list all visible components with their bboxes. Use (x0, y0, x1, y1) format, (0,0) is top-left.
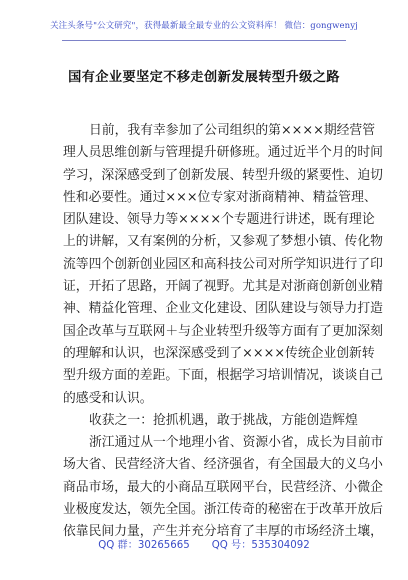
footer-contact (0, 536, 408, 551)
body-line: 场大省、民营经济大省、经济强省，有全国最大的义乌小 (63, 457, 383, 473)
body-line: 神、精益化管理、企业文化建设、团队建设与领导力打造 (63, 301, 383, 317)
body-line: 团队建设、领导力等××××个专题进行讲述，既有理论 (63, 212, 375, 228)
body-line: 型升级方面的差距。下面，根据学习培训情况，谈谈自己 (63, 368, 383, 384)
header-note: 关注头条号"公文研究"，获得最新最全最专业的公文资料库！ 微信：gongwenyj (50, 21, 358, 31)
footer-qq: QQ 号：535304092 (211, 540, 310, 551)
body-line: 的理解和认识，也深深感受到了××××传统企业创新转 (63, 345, 375, 361)
body-line: 浙江通过从一个地理小省、资源小省，成长为目前市 (89, 435, 384, 451)
body-line: 理人员思维创新与管理提升研修班。通过近半个月的时间 (63, 145, 383, 161)
document-body (63, 120, 384, 544)
document-title: 国有企业要坚定不移走创新发展转型升级之路 (68, 70, 340, 85)
body-line: 上的讲解，又有案例的分析，又参观了梦想小镇、传化物 (63, 234, 383, 250)
body-line: 依靠民间力量，产生并充分培育了丰厚的市场经济土壤， (63, 524, 383, 540)
body-line: 的感受和认识。 (63, 390, 153, 406)
body-line: 国企改革与互联网＋与企业转型升级等方面有了更加深刻 (63, 323, 383, 339)
footer-qq-group: QQ 群：30265665 (98, 540, 190, 551)
body-line: 性和必要性。通过×××位专家对浙商精神、精益管理、 (63, 189, 377, 205)
body-line: 业极度发达，领先全国。浙江传奇的秘密在于改革开放后 (63, 502, 383, 518)
body-line: 证，开拓了思路，开阔了视野。尤其是对浙商创新创业精 (63, 279, 383, 295)
body-line: 商品市场，最大的小商品互联网平台，民营经济、小微企 (63, 479, 383, 495)
body-line: 学习，深深感受到了创新发展、转型升级的紧要性、迫切 (63, 167, 383, 183)
body-line: 流等四个创新创业园区和高科技公司对所学知识进行了印 (63, 256, 383, 272)
section-heading: 收获之一：抢抓机遇，敢于挑战，方能创造辉煌 (89, 412, 358, 428)
header-divider (62, 40, 346, 41)
body-line: 日前，我有幸参加了公司组织的第××××期经营管 (89, 123, 376, 138)
